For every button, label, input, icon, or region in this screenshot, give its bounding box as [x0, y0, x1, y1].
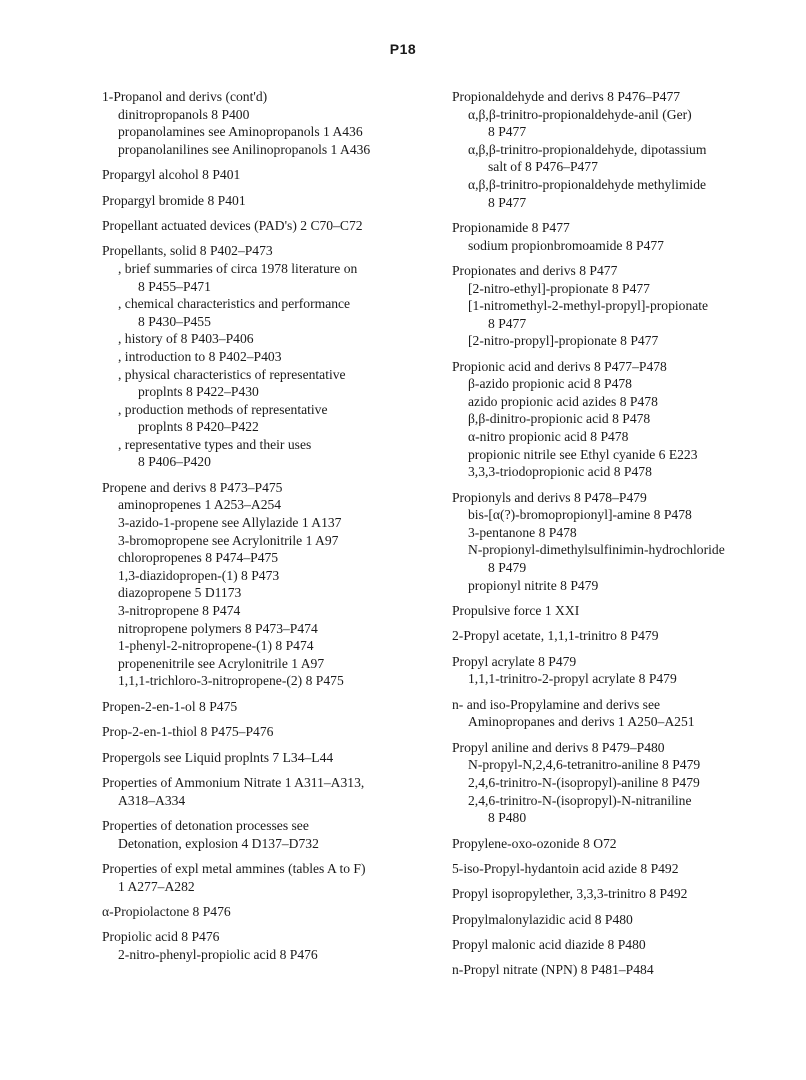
index-entry — [452, 885, 797, 903]
index-entry — [102, 774, 437, 809]
index-heading: Propylmalonylazidic acid 8 P480 — [452, 911, 633, 927]
index-heading: 2-Propyl acetate, 1,1,1-trinitro 8 P479 — [452, 628, 659, 644]
index-heading: Propene and derivs 8 P473–P475 — [102, 479, 283, 495]
index-heading: Propionic acid and derivs 8 P477–P478 — [452, 358, 667, 374]
index-subentry: diazopropene 5 D1173 — [118, 585, 242, 601]
index-entry — [102, 723, 437, 741]
index-subentry: 8 P477 — [488, 315, 527, 331]
index-subentry: 1 A277–A282 — [118, 878, 195, 894]
index-subentry: dinitropropanols 8 P400 — [118, 106, 250, 122]
index-entry — [102, 698, 437, 716]
index-subentry: bis-[α(?)-bromopropionyl]-amine 8 P478 — [468, 507, 692, 523]
index-heading: Propyl isopropylether, 3,3,3-trinitro 8 P492 — [452, 886, 688, 902]
index-subentry: salt of 8 P476–P477 — [488, 159, 598, 175]
index-heading: Propyl aniline and derivs 8 P479–P480 — [452, 739, 665, 755]
index-heading: Propionates and derivs 8 P477 — [452, 262, 618, 278]
index-heading: 5-iso-Propyl-hydantoin acid azide 8 P492 — [452, 860, 679, 876]
index-subentry: [2-nitro-ethyl]-propionate 8 P477 — [468, 280, 650, 296]
index-heading: Propionamide 8 P477 — [452, 219, 570, 235]
index-subentry: 8 P430–P455 — [138, 313, 211, 329]
index-subentry: 8 P477 — [488, 194, 527, 210]
index-entry — [102, 903, 437, 921]
index-subentry: nitropropene polymers 8 P473–P474 — [118, 620, 318, 636]
index-subentry: β,β-dinitro-propionic acid 8 P478 — [468, 411, 651, 427]
index-entry — [452, 602, 797, 620]
index-subentry: , brief summaries of circa 1978 literature on — [118, 260, 358, 276]
index-subentry: Detonation, explosion 4 D137–D732 — [118, 835, 319, 851]
index-entry — [102, 242, 437, 471]
index-subentry: proplnts 8 P422–P430 — [138, 384, 259, 400]
index-subentry: α,β,β-trinitro-propionaldehyde, dipotassium — [468, 141, 707, 157]
index-subentry: 1,1,1-trichloro-3-nitropropene-(2) 8 P475 — [118, 673, 344, 689]
index-subentry: 2-nitro-phenyl-propiolic acid 8 P476 — [118, 946, 318, 962]
index-subentry: propionyl nitrite 8 P479 — [468, 577, 599, 593]
index-heading: Prop-2-en-1-thiol 8 P475–P476 — [102, 724, 274, 740]
index-subentry: 1-phenyl-2-nitropropene-(1) 8 P474 — [118, 638, 314, 654]
index-subentry: [2-nitro-propyl]-propionate 8 P477 — [468, 333, 659, 349]
index-entry — [102, 88, 437, 158]
index-subentry: Aminopropanes and derivs 1 A250–A251 — [468, 714, 695, 730]
index-heading: Properties of expl metal ammines (tables A to F) — [102, 860, 366, 876]
index-subentry: 8 P477 — [488, 124, 527, 140]
index-subentry: 3-bromopropene see Acrylonitrile 1 A97 — [118, 532, 339, 548]
index-subentry: propenenitrile see Acrylonitrile 1 A97 — [118, 655, 325, 671]
index-entry — [452, 835, 797, 853]
index-subentry: 3,3,3-triodopropionic acid 8 P478 — [468, 464, 652, 480]
index-subentry: , physical characteristics of representative — [118, 366, 346, 382]
index-subentry: α,β,β-trinitro-propionaldehyde methylimide — [468, 176, 707, 192]
index-heading: n- and iso-Propylamine and derivs see — [452, 696, 661, 712]
index-subentry: azido propionic acid azides 8 P478 — [468, 393, 658, 409]
index-subentry: β-azido propionic acid 8 P478 — [468, 376, 632, 392]
index-entry — [452, 739, 797, 827]
index-subentry: proplnts 8 P420–P422 — [138, 419, 259, 435]
index-subentry: 2,4,6-trinitro-N-(isopropyl)-aniline 8 P479 — [468, 774, 700, 790]
index-subentry: 8 P455–P471 — [138, 278, 211, 294]
index-column-left — [102, 88, 437, 971]
index-subentry: , history of 8 P403–P406 — [118, 331, 254, 347]
index-entry — [452, 961, 797, 979]
index-entry — [102, 192, 437, 210]
index-subentry: aminopropenes 1 A253–A254 — [118, 497, 282, 513]
index-entry — [452, 88, 797, 211]
index-subentry: N-propyl-N,2,4,6-tetranitro-aniline 8 P479 — [468, 757, 701, 773]
index-heading: Propyl malonic acid diazide 8 P480 — [452, 937, 646, 953]
index-entry — [102, 749, 437, 767]
page-number-header: P18 — [389, 41, 417, 57]
index-subentry: propionic nitrile see Ethyl cyanide 6 E223 — [468, 446, 698, 462]
index-heading: Propiolic acid 8 P476 — [102, 929, 220, 945]
index-subentry: 8 P479 — [488, 560, 527, 576]
index-subentry: N-propionyl-dimethylsulfinimin-hydrochloride — [468, 542, 725, 558]
index-column-right — [452, 88, 797, 987]
index-subentry: [1-nitromethyl-2-methyl-propyl]-propionate — [468, 298, 709, 314]
index-heading: n-Propyl nitrate (NPN) 8 P481–P484 — [452, 962, 654, 978]
index-entry — [452, 696, 797, 731]
index-heading: 1-Propanol and derivs (cont'd) — [102, 89, 268, 104]
index-heading: α-Propiolactone 8 P476 — [102, 903, 231, 919]
index-heading: Properties of Ammonium Nitrate 1 A311–A313, — [102, 774, 365, 790]
index-entry — [452, 627, 797, 645]
index-subentry: 3-azido-1-propene see Allylazide 1 A137 — [118, 515, 342, 531]
index-heading: Propulsive force 1 XXI — [452, 603, 580, 619]
index-heading: Propionaldehyde and derivs 8 P476–P477 — [452, 89, 681, 104]
index-subentry: propanolamines see Aminopropanols 1 A436 — [118, 124, 363, 140]
index-entry — [452, 860, 797, 878]
index-subentry: 2,4,6-trinitro-N-(isopropyl)-N-nitraniline — [468, 792, 692, 808]
index-subentry: A318–A334 — [118, 792, 186, 808]
index-entry — [102, 479, 437, 690]
index-entry — [452, 358, 797, 481]
index-entry — [102, 860, 437, 895]
index-heading: Propargyl alcohol 8 P401 — [102, 167, 241, 183]
index-heading: Properties of detonation processes see — [102, 817, 309, 833]
index-entry — [102, 928, 437, 963]
index-heading: Propergols see Liquid proplnts 7 L34–L44 — [102, 749, 334, 765]
index-subentry: 3-pentanone 8 P478 — [468, 524, 577, 540]
index-subentry: 1,1,1-trinitro-2-propyl acrylate 8 P479 — [468, 671, 677, 687]
index-entry — [452, 911, 797, 929]
index-subentry: 8 P480 — [488, 810, 527, 826]
index-subentry: α,β,β-trinitro-propionaldehyde-anil (Ger) — [468, 106, 692, 122]
index-heading: Propyl acrylate 8 P479 — [452, 653, 577, 669]
index-subentry: 8 P406–P420 — [138, 454, 211, 470]
index-subentry: chloropropenes 8 P474–P475 — [118, 550, 279, 566]
index-subentry: propanolanilines see Anilinopropanols 1 A436 — [118, 141, 371, 157]
index-entry — [452, 219, 797, 254]
index-heading: Propellant actuated devices (PAD's) 2 C70–C72 — [102, 217, 363, 233]
index-entry — [452, 653, 797, 688]
index-heading: Propen-2-en-1-ol 8 P475 — [102, 698, 238, 714]
index-entry — [452, 936, 797, 954]
index-subentry: , introduction to 8 P402–P403 — [118, 348, 282, 364]
index-heading: Propylene-oxo-ozonide 8 O72 — [452, 835, 617, 851]
index-heading: Propellants, solid 8 P402–P473 — [102, 243, 273, 259]
index-heading: Propargyl bromide 8 P401 — [102, 192, 246, 208]
index-subentry: 1,3-diazidopropen-(1) 8 P473 — [118, 567, 280, 583]
index-entry — [452, 262, 797, 350]
index-subentry: , production methods of representative — [118, 401, 328, 417]
index-subentry: sodium propionbromoamide 8 P477 — [468, 237, 664, 253]
index-entry — [102, 817, 437, 852]
index-subentry: α-nitro propionic acid 8 P478 — [468, 429, 629, 445]
index-heading: Propionyls and derivs 8 P478–P479 — [452, 489, 647, 505]
index-subentry: , representative types and their uses — [118, 436, 312, 452]
index-subentry: 3-nitropropene 8 P474 — [118, 603, 241, 619]
index-entry — [102, 166, 437, 184]
index-subentry: , chemical characteristics and performance — [118, 296, 351, 312]
index-entry — [102, 217, 437, 235]
index-entry — [452, 489, 797, 595]
